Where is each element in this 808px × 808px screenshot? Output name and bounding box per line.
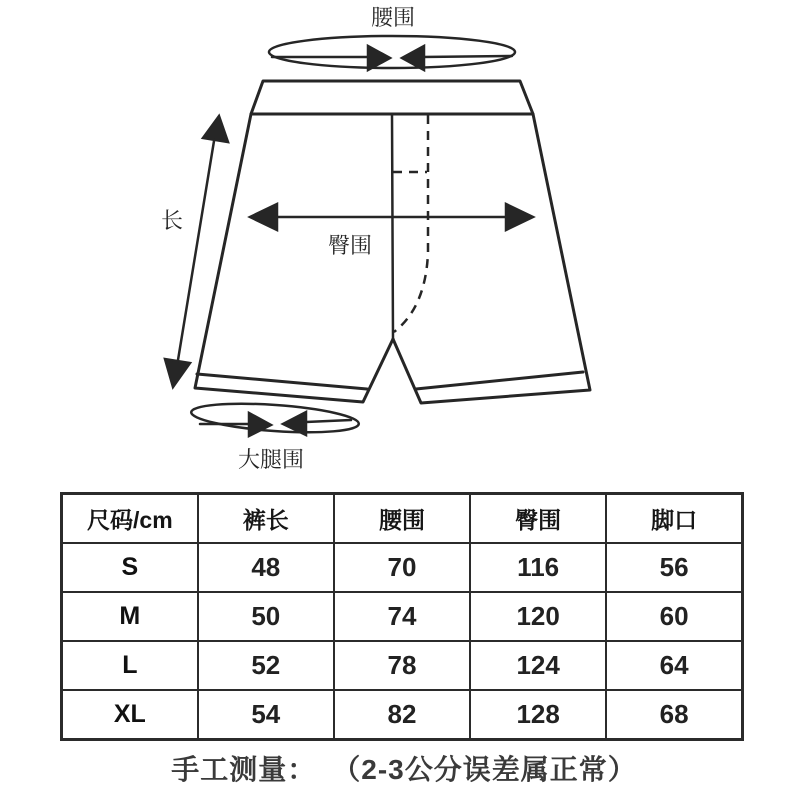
fly-dashed-curve bbox=[394, 115, 428, 332]
size-label: L bbox=[62, 641, 198, 690]
value-cell: 124 bbox=[470, 641, 606, 690]
waist-arrow-left-head bbox=[368, 46, 390, 70]
value-cell: 52 bbox=[198, 641, 334, 690]
fly-center-line bbox=[392, 114, 393, 339]
right-hem-line bbox=[416, 372, 583, 389]
value-cell: 54 bbox=[198, 690, 334, 740]
size-label: XL bbox=[62, 690, 198, 740]
value-cell: 70 bbox=[334, 543, 470, 592]
value-cell: 78 bbox=[334, 641, 470, 690]
value-cell: 116 bbox=[470, 543, 606, 592]
table-row-m bbox=[62, 592, 743, 641]
waist-circumference-ellipse bbox=[269, 36, 515, 68]
header-leg-opening: 脚口 bbox=[606, 494, 742, 544]
header-pants-length: 裤长 bbox=[198, 494, 334, 544]
waist-arrow-right-head bbox=[402, 46, 424, 70]
value-cell: 82 bbox=[334, 690, 470, 740]
header-size-cm: 尺码/cm bbox=[62, 494, 198, 544]
thigh-circumference-ellipse bbox=[190, 399, 359, 437]
measurement-note-tolerance: （2-3公分误差属正常） bbox=[332, 754, 637, 785]
size-label: S bbox=[62, 543, 198, 592]
measurement-note-label: 手工测量： bbox=[171, 754, 317, 785]
thigh-arrow-right-line bbox=[306, 420, 351, 422]
value-cell: 56 bbox=[606, 543, 742, 592]
table-row-l bbox=[62, 641, 743, 690]
hip-arrow-left-head bbox=[250, 204, 277, 230]
value-cell: 64 bbox=[606, 641, 742, 690]
table-row-xl bbox=[62, 690, 743, 740]
header-hip: 臀围 bbox=[470, 494, 606, 544]
value-cell: 50 bbox=[198, 592, 334, 641]
length-arrow-top-head bbox=[203, 116, 228, 142]
thigh-arrow-left-head bbox=[249, 413, 271, 436]
table-row-s bbox=[62, 543, 743, 592]
value-cell: 74 bbox=[334, 592, 470, 641]
right-leg-outline bbox=[393, 114, 590, 403]
length-arrow-bottom-head bbox=[165, 359, 190, 387]
size-table bbox=[60, 492, 744, 741]
measurement-note bbox=[0, 748, 808, 788]
hip-label: 臀围 bbox=[327, 233, 373, 258]
left-leg-outline bbox=[195, 114, 393, 402]
hip-arrow-right-head bbox=[506, 204, 533, 230]
length-label: 长 bbox=[160, 208, 184, 233]
value-cell: 48 bbox=[198, 543, 334, 592]
value-cell: 60 bbox=[606, 592, 742, 641]
size-table-header-row bbox=[62, 494, 743, 544]
waist-label: 腰围 bbox=[370, 5, 416, 30]
value-cell: 68 bbox=[606, 690, 742, 740]
waist-arrow-right-line bbox=[422, 56, 512, 57]
value-cell: 120 bbox=[470, 592, 606, 641]
left-hem-line bbox=[197, 374, 367, 389]
thigh-label: 大腿围 bbox=[237, 447, 305, 472]
header-waist: 腰围 bbox=[334, 494, 470, 544]
waistband-outline bbox=[251, 81, 533, 114]
size-label: M bbox=[62, 592, 198, 641]
value-cell: 128 bbox=[470, 690, 606, 740]
